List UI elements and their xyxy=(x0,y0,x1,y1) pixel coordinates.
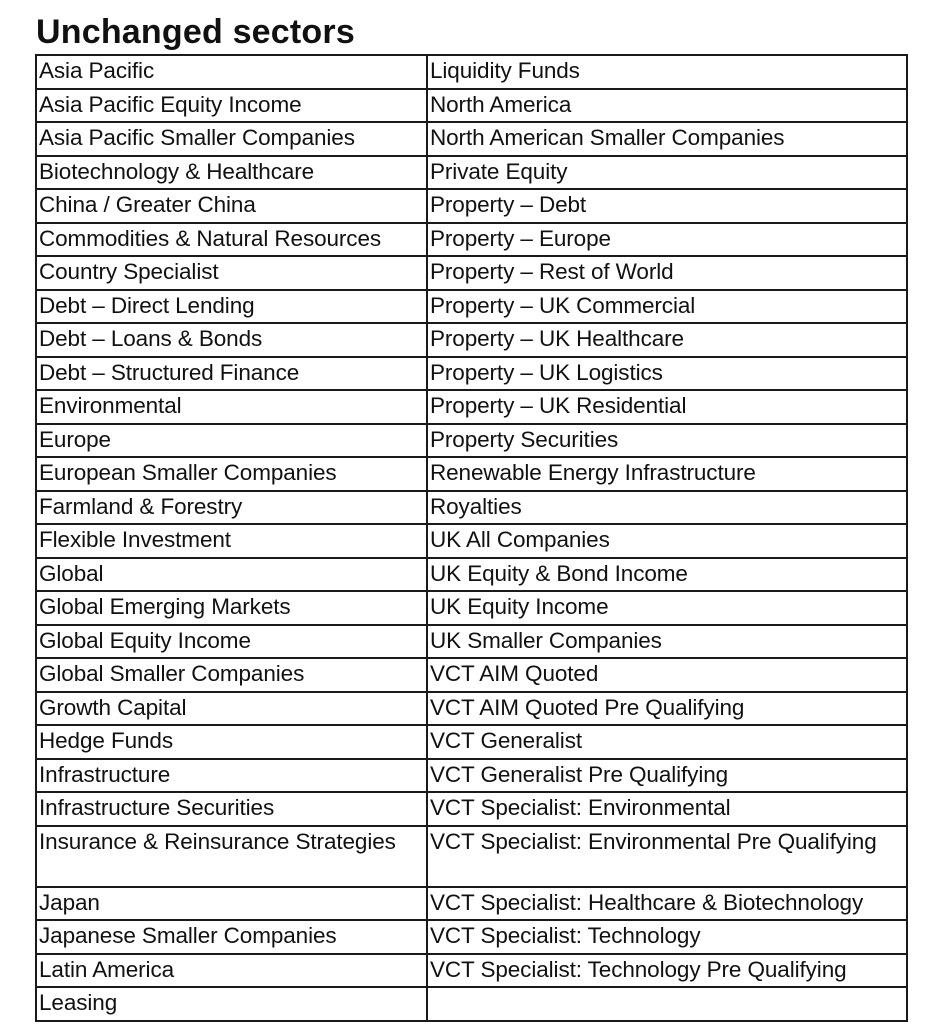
sector-cell-right: Property – UK Logistics xyxy=(427,357,907,391)
table-row xyxy=(36,920,907,954)
sector-cell-left: Debt – Loans & Bonds xyxy=(36,323,427,357)
sector-cell-right: UK Equity & Bond Income xyxy=(427,558,907,592)
sector-cell-right: North American Smaller Companies xyxy=(427,122,907,156)
sector-cell-left: Latin America xyxy=(36,954,427,988)
sector-cell-right: VCT Specialist: Technology xyxy=(427,920,907,954)
table-row xyxy=(36,987,907,1021)
sector-cell-right: Property – Rest of World xyxy=(427,256,907,290)
table-row xyxy=(36,55,907,89)
sector-cell-right: VCT Specialist: Technology Pre Qualifying xyxy=(427,954,907,988)
sector-cell-left: Global Emerging Markets xyxy=(36,591,427,625)
sectors-table xyxy=(35,54,908,1022)
table-row xyxy=(36,122,907,156)
sector-cell-right: North America xyxy=(427,89,907,123)
table-row xyxy=(36,424,907,458)
sector-cell-left: Leasing xyxy=(36,987,427,1021)
table-row xyxy=(36,256,907,290)
table-row xyxy=(36,887,907,921)
table-row xyxy=(36,290,907,324)
sector-cell-right xyxy=(427,987,907,1021)
table-row xyxy=(36,189,907,223)
sector-cell-left: Global xyxy=(36,558,427,592)
sector-cell-left: Debt – Direct Lending xyxy=(36,290,427,324)
sector-cell-left: European Smaller Companies xyxy=(36,457,427,491)
table-row xyxy=(36,692,907,726)
sector-cell-left: Japan xyxy=(36,887,427,921)
table-row xyxy=(36,156,907,190)
sector-cell-left: Flexible Investment xyxy=(36,524,427,558)
sector-cell-left: Asia Pacific Equity Income xyxy=(36,89,427,123)
sector-cell-right: Property – UK Healthcare xyxy=(427,323,907,357)
sector-cell-right: Property – UK Residential xyxy=(427,390,907,424)
sector-cell-left: Infrastructure xyxy=(36,759,427,793)
sector-cell-left: Global Equity Income xyxy=(36,625,427,659)
table-row xyxy=(36,558,907,592)
table-row xyxy=(36,826,907,887)
sector-cell-right: Private Equity xyxy=(427,156,907,190)
sector-cell-right: Royalties xyxy=(427,491,907,525)
sectors-table-body xyxy=(36,55,907,1021)
sector-cell-right: VCT AIM Quoted xyxy=(427,658,907,692)
sector-cell-left: Country Specialist xyxy=(36,256,427,290)
table-row xyxy=(36,591,907,625)
sector-cell-right: Liquidity Funds xyxy=(427,55,907,89)
sector-cell-left: Farmland & Forestry xyxy=(36,491,427,525)
sector-cell-right: Renewable Energy Infrastructure xyxy=(427,457,907,491)
sector-cell-left: Growth Capital xyxy=(36,692,427,726)
sector-cell-right: UK Equity Income xyxy=(427,591,907,625)
sector-cell-right: VCT Specialist: Environmental Pre Qualifying xyxy=(427,826,907,887)
sector-cell-right: Property – UK Commercial xyxy=(427,290,907,324)
sector-cell-left: Europe xyxy=(36,424,427,458)
table-row xyxy=(36,89,907,123)
sector-cell-right: Property – Debt xyxy=(427,189,907,223)
page-title: Unchanged sectors xyxy=(36,13,355,51)
table-row xyxy=(36,357,907,391)
table-row xyxy=(36,223,907,257)
table-row xyxy=(36,792,907,826)
sector-cell-left: Biotechnology & Healthcare xyxy=(36,156,427,190)
table-row xyxy=(36,323,907,357)
table-row xyxy=(36,491,907,525)
sector-cell-right: VCT Specialist: Healthcare & Biotechnology xyxy=(427,887,907,921)
sector-cell-left: Debt – Structured Finance xyxy=(36,357,427,391)
table-row xyxy=(36,524,907,558)
sector-cell-right: VCT Generalist xyxy=(427,725,907,759)
sector-cell-left: Environmental xyxy=(36,390,427,424)
sector-cell-left: Commodities & Natural Resources xyxy=(36,223,427,257)
table-row xyxy=(36,625,907,659)
table-row xyxy=(36,658,907,692)
sector-cell-right: UK All Companies xyxy=(427,524,907,558)
sector-cell-left: Hedge Funds xyxy=(36,725,427,759)
table-row xyxy=(36,457,907,491)
table-row xyxy=(36,725,907,759)
sector-cell-left: China / Greater China xyxy=(36,189,427,223)
sector-cell-right: VCT AIM Quoted Pre Qualifying xyxy=(427,692,907,726)
table-row xyxy=(36,954,907,988)
sector-cell-left: Insurance & Reinsurance Strategies xyxy=(36,826,427,887)
sector-cell-right: Property Securities xyxy=(427,424,907,458)
sector-cell-left: Infrastructure Securities xyxy=(36,792,427,826)
sector-cell-right: VCT Generalist Pre Qualifying xyxy=(427,759,907,793)
sector-cell-left: Japanese Smaller Companies xyxy=(36,920,427,954)
sector-cell-left: Asia Pacific xyxy=(36,55,427,89)
sector-cell-right: Property – Europe xyxy=(427,223,907,257)
table-row xyxy=(36,759,907,793)
sector-cell-right: UK Smaller Companies xyxy=(427,625,907,659)
sector-cell-left: Global Smaller Companies xyxy=(36,658,427,692)
sector-cell-right: VCT Specialist: Environmental xyxy=(427,792,907,826)
table-row xyxy=(36,390,907,424)
sector-cell-left: Asia Pacific Smaller Companies xyxy=(36,122,427,156)
